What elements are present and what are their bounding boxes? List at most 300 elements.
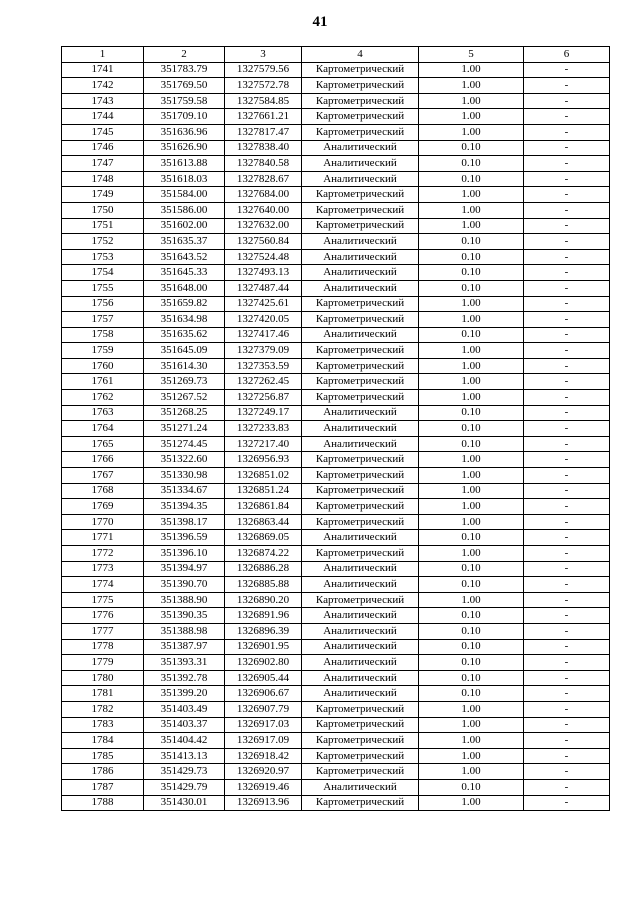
y-coordinate-cell: 1326886.28 [225,561,302,577]
x-coordinate-cell: 351635.37 [144,234,225,250]
note-cell: - [524,265,610,281]
table-row [62,592,610,608]
accuracy-cell: 0.10 [419,405,524,421]
table-row [62,546,610,562]
table-row [62,62,610,78]
method-cell: Аналитический [302,670,419,686]
y-coordinate-cell: 1326905.44 [225,670,302,686]
note-cell: - [524,93,610,109]
method-cell: Картометрический [302,78,419,94]
accuracy-cell: 1.00 [419,358,524,374]
x-coordinate-cell: 351398.17 [144,514,225,530]
table-row [62,187,610,203]
accuracy-cell: 1.00 [419,748,524,764]
table-row [62,218,610,234]
x-coordinate-cell: 351648.00 [144,280,225,296]
point-number-cell: 1775 [62,592,144,608]
x-coordinate-cell: 351268.25 [144,405,225,421]
accuracy-cell: 0.10 [419,234,524,250]
point-number-cell: 1771 [62,530,144,546]
accuracy-cell: 1.00 [419,499,524,515]
table-row [62,701,610,717]
point-number-cell: 1745 [62,124,144,140]
method-cell: Аналитический [302,655,419,671]
accuracy-cell: 0.10 [419,561,524,577]
point-number-cell: 1744 [62,109,144,125]
table-row [62,156,610,172]
accuracy-cell: 0.10 [419,140,524,156]
note-cell: - [524,421,610,437]
note-cell: - [524,499,610,515]
point-number-cell: 1781 [62,686,144,702]
method-cell: Аналитический [302,530,419,546]
note-cell: - [524,171,610,187]
point-number-cell: 1769 [62,499,144,515]
point-number-cell: 1774 [62,577,144,593]
y-coordinate-cell: 1326896.39 [225,623,302,639]
point-number-cell: 1766 [62,452,144,468]
method-cell: Аналитический [302,608,419,624]
table-row [62,109,610,125]
accuracy-cell: 1.00 [419,468,524,484]
note-cell: - [524,468,610,484]
x-coordinate-cell: 351635.62 [144,327,225,343]
x-coordinate-cell: 351645.33 [144,265,225,281]
point-number-cell: 1761 [62,374,144,390]
method-cell: Картометрический [302,468,419,484]
note-cell: - [524,343,610,359]
x-coordinate-cell: 351584.00 [144,187,225,203]
point-number-cell: 1779 [62,655,144,671]
method-cell: Картометрический [302,764,419,780]
accuracy-cell: 0.10 [419,623,524,639]
x-coordinate-cell: 351613.88 [144,156,225,172]
point-number-cell: 1760 [62,358,144,374]
method-cell: Картометрический [302,795,419,811]
y-coordinate-cell: 1327572.78 [225,78,302,94]
accuracy-cell: 1.00 [419,717,524,733]
method-cell: Картометрический [302,748,419,764]
x-coordinate-cell: 351399.20 [144,686,225,702]
y-coordinate-cell: 1327379.09 [225,343,302,359]
note-cell: - [524,577,610,593]
x-coordinate-cell: 351387.97 [144,639,225,655]
x-coordinate-cell: 351636.96 [144,124,225,140]
x-coordinate-cell: 351392.78 [144,670,225,686]
y-coordinate-cell: 1327262.45 [225,374,302,390]
x-coordinate-cell: 351618.03 [144,171,225,187]
note-cell: - [524,296,610,312]
note-cell: - [524,748,610,764]
x-coordinate-cell: 351783.79 [144,62,225,78]
y-coordinate-cell: 1326863.44 [225,514,302,530]
page-number: 41 [312,14,328,30]
y-coordinate-cell: 1326906.67 [225,686,302,702]
method-cell: Аналитический [302,561,419,577]
method-cell: Картометрический [302,592,419,608]
accuracy-cell: 0.10 [419,608,524,624]
x-coordinate-cell: 351390.35 [144,608,225,624]
column-header: 5 [419,47,524,63]
x-coordinate-cell: 351334.67 [144,483,225,499]
accuracy-cell: 0.10 [419,436,524,452]
accuracy-cell: 1.00 [419,93,524,109]
y-coordinate-cell: 1326874.22 [225,546,302,562]
point-number-cell: 1741 [62,62,144,78]
note-cell: - [524,608,610,624]
accuracy-cell: 1.00 [419,514,524,530]
method-cell: Картометрический [302,546,419,562]
table-row [62,608,610,624]
x-coordinate-cell: 351267.52 [144,390,225,406]
x-coordinate-cell: 351330.98 [144,468,225,484]
point-number-cell: 1772 [62,546,144,562]
table-row [62,296,610,312]
table-row [62,374,610,390]
accuracy-cell: 1.00 [419,78,524,94]
note-cell: - [524,764,610,780]
y-coordinate-cell: 1326890.20 [225,592,302,608]
x-coordinate-cell: 351396.59 [144,530,225,546]
method-cell: Картометрический [302,218,419,234]
accuracy-cell: 1.00 [419,187,524,203]
point-number-cell: 1753 [62,249,144,265]
note-cell: - [524,436,610,452]
x-coordinate-cell: 351413.13 [144,748,225,764]
point-number-cell: 1780 [62,670,144,686]
note-cell: - [524,312,610,328]
method-cell: Картометрический [302,390,419,406]
accuracy-cell: 1.00 [419,390,524,406]
table-row [62,405,610,421]
table-row [62,639,610,655]
x-coordinate-cell: 351769.50 [144,78,225,94]
method-cell: Картометрический [302,296,419,312]
note-cell: - [524,483,610,499]
x-coordinate-cell: 351709.10 [144,109,225,125]
accuracy-cell: 0.10 [419,327,524,343]
method-cell: Аналитический [302,156,419,172]
accuracy-cell: 0.10 [419,421,524,437]
accuracy-cell: 1.00 [419,124,524,140]
method-cell: Аналитический [302,405,419,421]
column-header: 6 [524,47,610,63]
point-number-cell: 1755 [62,280,144,296]
y-coordinate-cell: 1326920.97 [225,764,302,780]
accuracy-cell: 1.00 [419,452,524,468]
y-coordinate-cell: 1327684.00 [225,187,302,203]
table-row [62,670,610,686]
note-cell: - [524,156,610,172]
point-number-cell: 1778 [62,639,144,655]
x-coordinate-cell: 351403.37 [144,717,225,733]
table-row [62,265,610,281]
y-coordinate-cell: 1326919.46 [225,779,302,795]
x-coordinate-cell: 351393.31 [144,655,225,671]
x-coordinate-cell: 351645.09 [144,343,225,359]
method-cell: Картометрический [302,701,419,717]
x-coordinate-cell: 351634.98 [144,312,225,328]
y-coordinate-cell: 1326913.96 [225,795,302,811]
note-cell: - [524,405,610,421]
method-cell: Аналитический [302,280,419,296]
y-coordinate-cell: 1327425.61 [225,296,302,312]
accuracy-cell: 1.00 [419,218,524,234]
note-cell: - [524,202,610,218]
note-cell: - [524,109,610,125]
table-row [62,421,610,437]
x-coordinate-cell: 351429.73 [144,764,225,780]
table-row [62,78,610,94]
accuracy-cell: 0.10 [419,779,524,795]
accuracy-cell: 1.00 [419,795,524,811]
x-coordinate-cell: 351388.90 [144,592,225,608]
point-number-cell: 1786 [62,764,144,780]
method-cell: Картометрический [302,312,419,328]
y-coordinate-cell: 1327560.84 [225,234,302,250]
y-coordinate-cell: 1326918.42 [225,748,302,764]
method-cell: Аналитический [302,140,419,156]
table-row [62,312,610,328]
x-coordinate-cell: 351274.45 [144,436,225,452]
table-row [62,436,610,452]
y-coordinate-cell: 1326861.84 [225,499,302,515]
x-coordinate-cell: 351643.52 [144,249,225,265]
accuracy-cell: 1.00 [419,764,524,780]
method-cell: Аналитический [302,623,419,639]
accuracy-cell: 1.00 [419,733,524,749]
point-number-cell: 1743 [62,93,144,109]
method-cell: Аналитический [302,686,419,702]
y-coordinate-cell: 1326851.24 [225,483,302,499]
y-coordinate-cell: 1327256.87 [225,390,302,406]
note-cell: - [524,592,610,608]
accuracy-cell: 0.10 [419,171,524,187]
note-cell: - [524,280,610,296]
point-number-cell: 1758 [62,327,144,343]
note-cell: - [524,218,610,234]
table-row [62,655,610,671]
accuracy-cell: 1.00 [419,343,524,359]
y-coordinate-cell: 1327817.47 [225,124,302,140]
accuracy-cell: 0.10 [419,265,524,281]
note-cell: - [524,733,610,749]
x-coordinate-cell: 351602.00 [144,218,225,234]
method-cell: Картометрический [302,358,419,374]
point-number-cell: 1777 [62,623,144,639]
point-number-cell: 1782 [62,701,144,717]
point-number-cell: 1756 [62,296,144,312]
point-number-cell: 1788 [62,795,144,811]
y-coordinate-cell: 1326869.05 [225,530,302,546]
column-header: 3 [225,47,302,63]
y-coordinate-cell: 1326885.88 [225,577,302,593]
y-coordinate-cell: 1327632.00 [225,218,302,234]
y-coordinate-cell: 1327217.40 [225,436,302,452]
accuracy-cell: 1.00 [419,109,524,125]
note-cell: - [524,358,610,374]
table-row [62,764,610,780]
point-number-cell: 1765 [62,436,144,452]
method-cell: Картометрический [302,187,419,203]
column-header: 4 [302,47,419,63]
note-cell: - [524,655,610,671]
point-number-cell: 1747 [62,156,144,172]
y-coordinate-cell: 1326917.09 [225,733,302,749]
y-coordinate-cell: 1326891.96 [225,608,302,624]
y-coordinate-cell: 1326901.95 [225,639,302,655]
table-row [62,733,610,749]
note-cell: - [524,623,610,639]
y-coordinate-cell: 1327233.83 [225,421,302,437]
y-coordinate-cell: 1326902.80 [225,655,302,671]
accuracy-cell: 0.10 [419,686,524,702]
y-coordinate-cell: 1326851.02 [225,468,302,484]
method-cell: Аналитический [302,421,419,437]
note-cell: - [524,561,610,577]
note-cell: - [524,124,610,140]
method-cell: Картометрический [302,343,419,359]
table-row [62,358,610,374]
table-header-row [62,47,610,63]
y-coordinate-cell: 1327417.46 [225,327,302,343]
table-row [62,514,610,530]
note-cell: - [524,701,610,717]
table-row [62,452,610,468]
x-coordinate-cell: 351394.35 [144,499,225,515]
table-row [62,249,610,265]
point-number-cell: 1757 [62,312,144,328]
point-number-cell: 1784 [62,733,144,749]
y-coordinate-cell: 1327487.44 [225,280,302,296]
note-cell: - [524,62,610,78]
table-row [62,171,610,187]
y-coordinate-cell: 1327249.17 [225,405,302,421]
x-coordinate-cell: 351614.30 [144,358,225,374]
column-header: 1 [62,47,144,63]
accuracy-cell: 0.10 [419,655,524,671]
note-cell: - [524,390,610,406]
y-coordinate-cell: 1327640.00 [225,202,302,218]
table-row [62,499,610,515]
point-number-cell: 1773 [62,561,144,577]
y-coordinate-cell: 1326956.93 [225,452,302,468]
point-number-cell: 1776 [62,608,144,624]
method-cell: Картометрический [302,483,419,499]
accuracy-cell: 0.10 [419,156,524,172]
table-row [62,327,610,343]
x-coordinate-cell: 351269.73 [144,374,225,390]
y-coordinate-cell: 1327524.48 [225,249,302,265]
accuracy-cell: 1.00 [419,546,524,562]
table-row [62,280,610,296]
accuracy-cell: 1.00 [419,202,524,218]
table-row [62,530,610,546]
x-coordinate-cell: 351388.98 [144,623,225,639]
table-row [62,795,610,811]
accuracy-cell: 0.10 [419,530,524,546]
accuracy-cell: 1.00 [419,62,524,78]
coordinates-table [61,46,610,811]
method-cell: Аналитический [302,234,419,250]
table-body [62,62,610,811]
point-number-cell: 1785 [62,748,144,764]
note-cell: - [524,140,610,156]
note-cell: - [524,795,610,811]
method-cell: Аналитический [302,577,419,593]
note-cell: - [524,530,610,546]
table-row [62,390,610,406]
method-cell: Картометрический [302,62,419,78]
note-cell: - [524,686,610,702]
x-coordinate-cell: 351394.97 [144,561,225,577]
accuracy-cell: 0.10 [419,249,524,265]
note-cell: - [524,670,610,686]
method-cell: Картометрический [302,124,419,140]
point-number-cell: 1754 [62,265,144,281]
table-row [62,779,610,795]
method-cell: Аналитический [302,639,419,655]
table-row [62,124,610,140]
note-cell: - [524,639,610,655]
point-number-cell: 1783 [62,717,144,733]
y-coordinate-cell: 1327353.59 [225,358,302,374]
point-number-cell: 1751 [62,218,144,234]
note-cell: - [524,514,610,530]
x-coordinate-cell: 351586.00 [144,202,225,218]
table-row [62,468,610,484]
accuracy-cell: 1.00 [419,483,524,499]
method-cell: Аналитический [302,249,419,265]
point-number-cell: 1762 [62,390,144,406]
point-number-cell: 1746 [62,140,144,156]
x-coordinate-cell: 351659.82 [144,296,225,312]
note-cell: - [524,234,610,250]
method-cell: Аналитический [302,171,419,187]
point-number-cell: 1759 [62,343,144,359]
y-coordinate-cell: 1327493.13 [225,265,302,281]
note-cell: - [524,717,610,733]
note-cell: - [524,327,610,343]
point-number-cell: 1749 [62,187,144,203]
note-cell: - [524,546,610,562]
table-row [62,202,610,218]
point-number-cell: 1742 [62,78,144,94]
accuracy-cell: 0.10 [419,577,524,593]
table-row [62,577,610,593]
point-number-cell: 1748 [62,171,144,187]
table-row [62,717,610,733]
y-coordinate-cell: 1327579.56 [225,62,302,78]
table-row [62,140,610,156]
x-coordinate-cell: 351626.90 [144,140,225,156]
method-cell: Картометрический [302,514,419,530]
accuracy-cell: 0.10 [419,280,524,296]
point-number-cell: 1770 [62,514,144,530]
method-cell: Аналитический [302,779,419,795]
note-cell: - [524,779,610,795]
point-number-cell: 1768 [62,483,144,499]
accuracy-cell: 1.00 [419,312,524,328]
accuracy-cell: 1.00 [419,592,524,608]
table-row [62,748,610,764]
table-row [62,343,610,359]
method-cell: Картометрический [302,717,419,733]
accuracy-cell: 0.10 [419,670,524,686]
y-coordinate-cell: 1327840.58 [225,156,302,172]
method-cell: Картометрический [302,733,419,749]
y-coordinate-cell: 1326907.79 [225,701,302,717]
